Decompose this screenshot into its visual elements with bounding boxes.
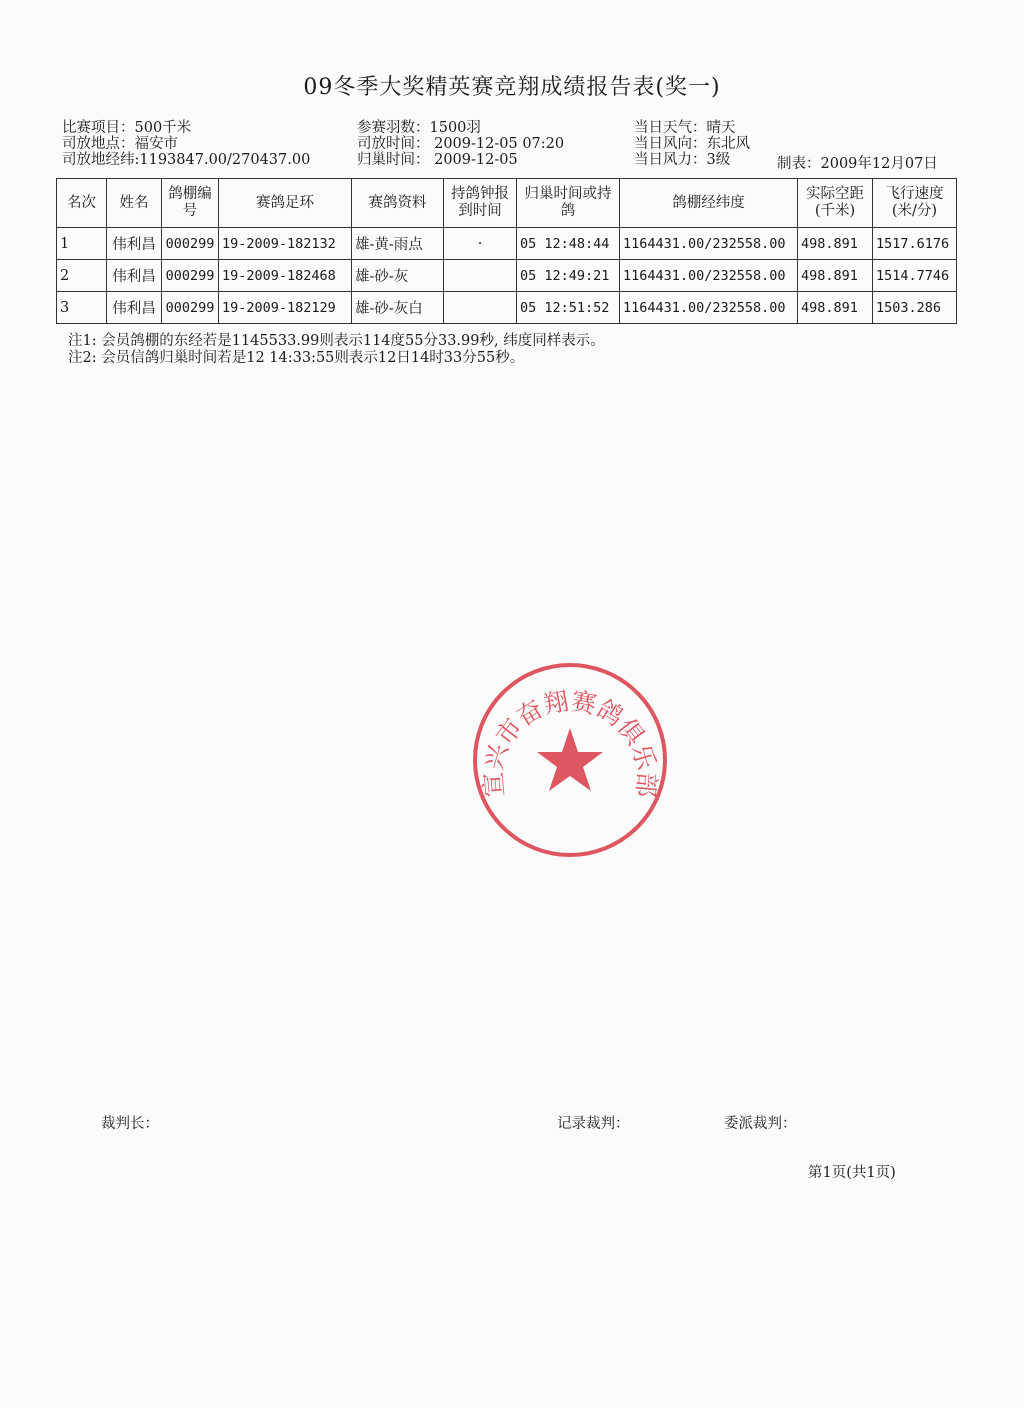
cell-loft-coords: 1164431.00/232558.00 [620,292,798,324]
cell-name: 伟利昌 [107,228,162,260]
footnotes [68,333,605,367]
header-ring: 赛鸽足环 [219,179,352,228]
wind-force: 当日风力：3级 [634,152,731,168]
meta-column-2 [357,120,564,168]
cell-rank: 1 [57,228,107,260]
table-row [57,260,957,292]
header-return-time: 归巢时间或持鸽 [517,179,620,228]
chief-judge-label: 裁判长： [101,1116,159,1132]
cell-clock-time [444,292,517,324]
cell-return-time: 05 12:49:21 [517,260,620,292]
table-header-row [57,179,957,228]
cell-loft-coords: 1164431.00/232558.00 [620,260,798,292]
cell-distance: 498.891 [798,228,873,260]
cell-rank: 3 [57,292,107,324]
release-coordinates: 司放地经纬:1193847.00/270437.00 [62,152,311,168]
star-icon [537,728,603,791]
report-title: 09冬季大奖精英赛竞翔成绩报告表(奖一) [303,75,721,100]
cell-loft-id: 000299 [162,260,219,292]
cell-bird-info: 雄-黄-雨点 [352,228,444,260]
cell-ring: 19-2009-182468 [219,260,352,292]
cell-speed: 1517.6176 [873,228,957,260]
header-rank: 名次 [57,179,107,228]
weather: 当日天气：晴天 [634,120,736,136]
cell-speed: 1514.7746 [873,260,957,292]
page-number: 第1页(共1页) [808,1165,896,1181]
cell-clock-time [444,260,517,292]
header-name: 姓名 [107,179,162,228]
table-row [57,292,957,324]
cell-name: 伟利昌 [107,260,162,292]
cell-clock-time: · [444,228,517,260]
race-distance: 比赛项目：500千米 [62,120,192,136]
club-seal-stamp [470,660,670,860]
recording-judge-label: 记录裁判： [557,1116,630,1132]
meta-column-1 [62,120,310,168]
header-clock-time: 持鸽钟报到时间 [444,179,517,228]
wind-direction: 当日风向：东北风 [634,136,750,152]
cell-loft-id: 000299 [162,228,219,260]
cell-rank: 2 [57,260,107,292]
cell-ring: 19-2009-182132 [219,228,352,260]
header-speed: 飞行速度(米/分) [873,179,957,228]
cell-speed: 1503.286 [873,292,957,324]
meta-column-3 [634,120,750,168]
cell-return-time: 05 12:51:52 [517,292,620,324]
return-date: 归巢时间： 2009-12-05 [357,152,518,168]
release-time: 司放时间： 2009-12-05 07:20 [357,136,565,152]
release-location: 司放地点：福安市 [62,136,178,152]
report-date: 制表：2009年12月07日 [777,156,938,172]
table-row [57,228,957,260]
header-bird-info: 赛鸽资料 [352,179,444,228]
cell-name: 伟利昌 [107,292,162,324]
entry-count: 参赛羽数：1500羽 [357,120,481,136]
delegated-judge-label: 委派裁判： [724,1116,797,1132]
cell-distance: 498.891 [798,292,873,324]
cell-distance: 498.891 [798,260,873,292]
results-table [56,178,957,324]
cell-loft-coords: 1164431.00/232558.00 [620,228,798,260]
cell-bird-info: 雄-砂-灰 [352,260,444,292]
cell-ring: 19-2009-182129 [219,292,352,324]
cell-return-time: 05 12:48:44 [517,228,620,260]
cell-bird-info: 雄-砂-灰白 [352,292,444,324]
cell-loft-id: 000299 [162,292,219,324]
header-loft-id: 鸽棚编号 [162,179,219,228]
footnote-1: 注1: 会员鸽棚的东经若是1145533.99则表示114度55分33.99秒, 纬度同样表示。 [68,333,605,349]
header-distance: 实际空距(千米) [798,179,873,228]
header-loft-coords: 鸽棚经纬度 [620,179,798,228]
stamp-arc-text: 宣兴市奋翔赛鸽俱乐部 [478,686,662,799]
footnote-2: 注2: 会员信鸽归巢时间若是12 14:33:55则表示12日14时33分55秒。 [68,350,525,366]
